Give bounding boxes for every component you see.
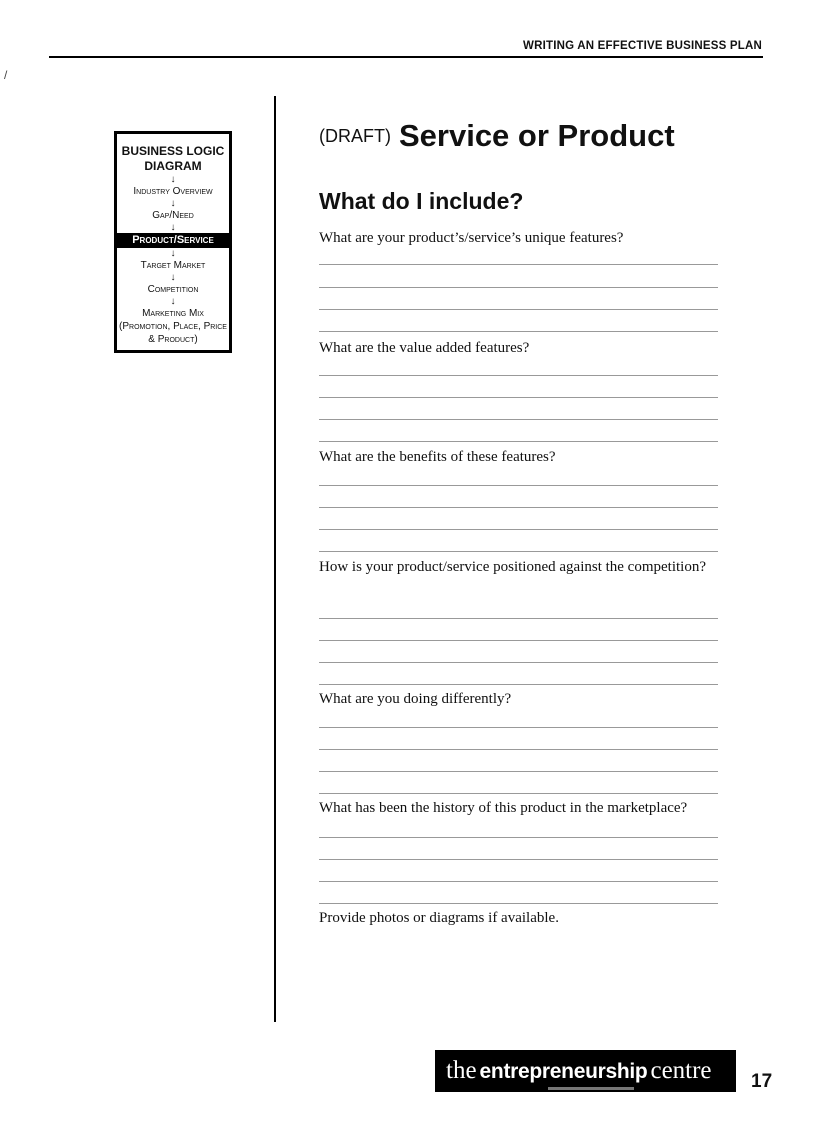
page-title (319, 118, 675, 154)
diagram-item-gap-need: Gap/Need (152, 210, 194, 221)
subheading: What do I include? (319, 188, 524, 214)
answer-line[interactable] (319, 309, 718, 310)
business-logic-diagram (114, 131, 232, 353)
answer-line[interactable] (319, 749, 718, 750)
question-positioning: How is your product/service positioned against the competition? (319, 559, 706, 575)
diagram-item-competition: Competition (147, 284, 199, 295)
diagram-item-industry-overview: Industry Overview (133, 186, 213, 197)
section-heading: Service or Product (398, 118, 675, 153)
answer-line[interactable] (319, 551, 718, 552)
answer-line[interactable] (319, 375, 718, 376)
answer-line[interactable] (319, 419, 718, 420)
running-header: WRITING AN EFFECTIVE BUSINESS PLAN (523, 40, 762, 52)
logo-underbar (548, 1087, 634, 1090)
arrow-down-icon: ↓ (170, 296, 176, 307)
arrow-down-icon: ↓ (170, 174, 176, 185)
logo-text (446, 1057, 712, 1086)
draft-tag: (DRAFT) (319, 126, 391, 146)
answer-line[interactable] (319, 264, 718, 265)
arrow-down-icon: ↓ (170, 222, 176, 233)
logo-main-word: entrepreneurship (479, 1060, 648, 1083)
question-unique-features: What are your product’s/service’s unique features? (319, 230, 624, 246)
diagram-item-product-service: Product/Service (117, 233, 229, 248)
answer-line[interactable] (319, 903, 718, 904)
answer-line[interactable] (319, 859, 718, 860)
answer-line[interactable] (319, 485, 718, 486)
column-divider (274, 96, 276, 1022)
answer-line[interactable] (319, 684, 718, 685)
logo-prefix: the (446, 1057, 477, 1084)
arrow-down-icon: ↓ (170, 248, 176, 259)
logo-suffix: centre (650, 1057, 712, 1084)
diagram-item-marketing-mix: Marketing Mix (Promotion, Place, Price & Product) (119, 308, 227, 345)
answer-line[interactable] (319, 529, 718, 530)
question-photos: Provide photos or diagrams if available. (319, 910, 559, 926)
header-rule (49, 56, 763, 58)
answer-line[interactable] (319, 793, 718, 794)
answer-line[interactable] (319, 618, 718, 619)
answer-line[interactable] (319, 397, 718, 398)
answer-line[interactable] (319, 331, 718, 332)
answer-line[interactable] (319, 441, 718, 442)
arrow-down-icon: ↓ (170, 272, 176, 283)
answer-line[interactable] (319, 287, 718, 288)
answer-line[interactable] (319, 837, 718, 838)
entrepreneurship-centre-logo (435, 1050, 736, 1092)
question-benefits: What are the benefits of these features? (319, 449, 556, 465)
margin-mark: / (4, 68, 8, 82)
answer-line[interactable] (319, 507, 718, 508)
question-value-added: What are the value added features? (319, 340, 530, 356)
answer-line[interactable] (319, 662, 718, 663)
diagram-item-target-market: Target Market (140, 260, 206, 271)
page-number: 17 (751, 1071, 773, 1092)
arrow-down-icon: ↓ (170, 198, 176, 209)
answer-line[interactable] (319, 771, 718, 772)
answer-line[interactable] (319, 727, 718, 728)
answer-line[interactable] (319, 881, 718, 882)
answer-line[interactable] (319, 640, 718, 641)
question-differently: What are you doing differently? (319, 691, 512, 707)
question-history: What has been the history of this product in the marketplace? (319, 800, 688, 816)
diagram-title: BUSINESS LOGIC DIAGRAM (121, 144, 225, 173)
